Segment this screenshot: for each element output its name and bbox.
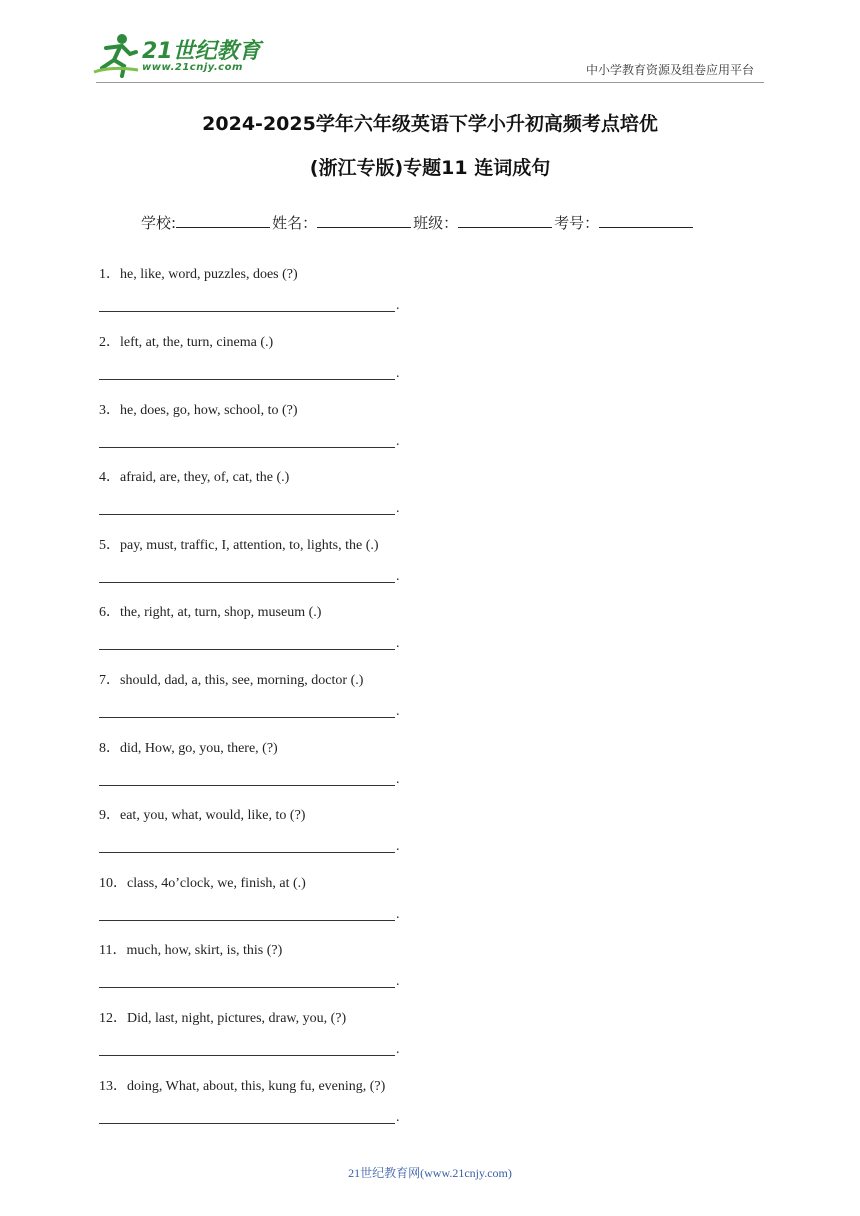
page-subtitle: (浙江专版)专题11 连词成句 [309,157,551,179]
question-7: 7．should, dad, a, this, see, morning, doctor (.) [99,673,364,688]
page-header [0,0,860,90]
school-field[interactable] [176,213,270,228]
answer-period-9: . [396,839,400,854]
answer-line-7[interactable] [99,717,395,718]
logo [92,32,262,80]
answer-line-2[interactable] [99,379,395,380]
class-field[interactable] [458,213,552,228]
answer-line-3[interactable] [99,447,395,448]
header-divider [96,82,764,83]
answer-period-4: . [396,501,400,516]
question-4: 4．afraid, are, they, of, cat, the (.) [99,470,290,485]
answer-period-6: . [396,636,400,651]
answer-line-12[interactable] [99,1055,395,1056]
answer-line-8[interactable] [99,785,395,786]
answer-line-9[interactable] [99,852,395,853]
runner-logo-icon [92,32,142,78]
question-1: 1．he, like, word, puzzles, does (?) [99,267,298,282]
exam-no-label: 考号： [554,214,600,232]
answer-line-10[interactable] [99,920,395,921]
school-label: 学校: [141,214,177,232]
question-13: 13．doing, What, about, this, kung fu, evening, (?) [99,1079,386,1094]
answer-line-5[interactable] [99,582,395,583]
answer-period-13: . [396,1110,400,1125]
answer-period-3: . [396,434,400,449]
answer-line-1[interactable] [99,311,395,312]
answer-line-6[interactable] [99,649,395,650]
student-info-row [141,212,695,233]
name-label: 姓名： [272,214,318,232]
question-6: 6．the, right, at, turn, shop, museum (.) [99,605,322,620]
answer-line-13[interactable] [99,1123,395,1124]
exam-no-field[interactable] [599,213,693,228]
answer-line-4[interactable] [99,514,395,515]
answer-period-11: . [396,974,400,989]
answer-period-7: . [396,704,400,719]
question-5: 5．pay, must, traffic, I, attention, to, lights, the (.) [99,538,379,553]
logo-text: 21世纪教育 [142,39,261,64]
answer-period-1: . [396,298,400,313]
question-10: 10．class, 4o’clock, we, finish, at (.) [99,876,306,891]
question-12: 12．Did, last, night, pictures, draw, you, (?) [99,1011,347,1026]
question-2: 2．left, at, the, turn, cinema (.) [99,335,274,350]
answer-period-10: . [396,907,400,922]
answer-period-5: . [396,569,400,584]
answer-period-2: . [396,366,400,381]
answer-period-8: . [396,772,400,787]
page-footer[interactable]: 21世纪教育网(www.21cnjy.com) [348,1166,512,1180]
question-3: 3．he, does, go, how, school, to (?) [99,403,298,418]
class-label: 班级： [413,214,459,232]
page-title: 2024-2025学年六年级英语下学小升初高频考点培优 [202,113,658,135]
answer-period-12: . [396,1042,400,1057]
answer-line-11[interactable] [99,987,395,988]
question-8: 8．did, How, go, you, there, (?) [99,741,278,756]
question-9: 9．eat, you, what, would, like, to (?) [99,808,306,823]
logo-url: www.21cnjy.com [142,62,243,73]
platform-label: 中小学教育资源及组卷应用平台 [585,63,754,77]
name-field[interactable] [317,213,411,228]
question-11: 11．much, how, skirt, is, this (?) [99,943,283,958]
